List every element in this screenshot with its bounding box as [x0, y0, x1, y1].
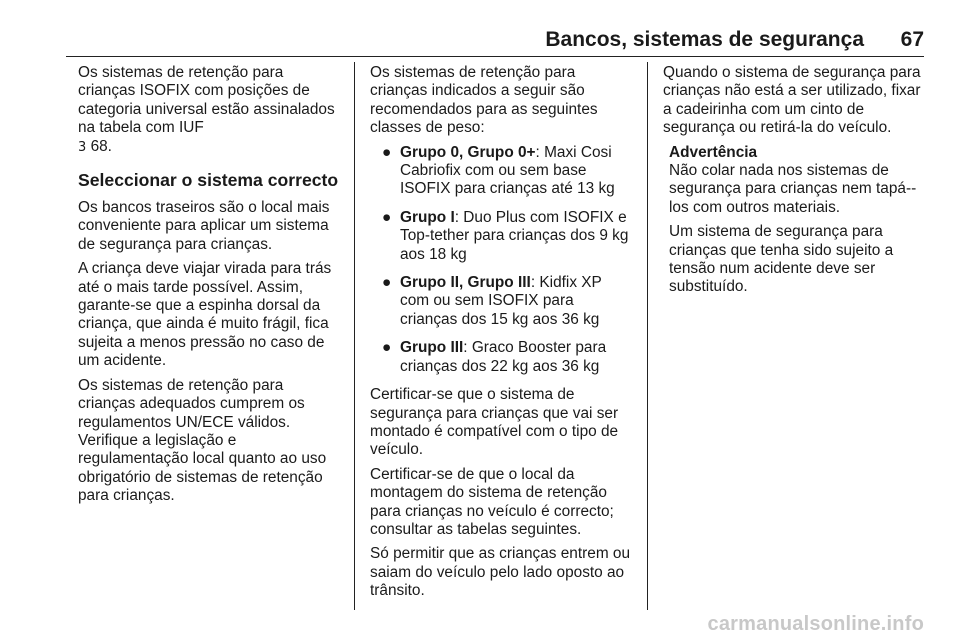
item-text: : Graco Booster para crianças dos 22 kg aos 36 kg — [400, 339, 607, 375]
watermark: carmanualsonline.info — [707, 613, 924, 635]
item-text: : Duo Plus com ISOFIX e Top-tether para crianças dos 9 kg aos 18 kg — [400, 208, 629, 263]
list-item — [370, 209, 634, 264]
page-number: 67 — [900, 28, 924, 51]
paragraph-traffic-side: Só permitir que as crianças entrem ou saiam do veículo pelo lado oposto ao trânsito. — [370, 545, 631, 600]
warning-title: Advertência — [669, 143, 758, 161]
list-item — [370, 274, 634, 329]
paragraph-compatibility: Certificar-se que o sistema de segurança para crianças que vai ser montado é compatível com o tipo de veículo. — [370, 386, 619, 459]
list-item — [370, 144, 634, 199]
warning-box — [663, 144, 925, 297]
item-label: Grupo III — [400, 339, 464, 357]
section-heading: Seleccionar o sistema correcto — [78, 170, 339, 191]
bullet-icon: ● — [382, 143, 392, 161]
list-item — [370, 339, 634, 376]
column-divider-2 — [647, 62, 648, 610]
header-divider — [66, 56, 924, 57]
bullet-icon: ● — [382, 274, 392, 292]
paragraph-intro: Os sistemas de retenção para crianças indicados a seguir são recomendados para as seguintes classes de peso: — [370, 64, 598, 137]
page-header — [66, 26, 924, 56]
warning-text-1: Não colar nada nos sistemas de segurança para crianças nem tapá--los com outros materiais. — [669, 162, 917, 216]
item-label: Grupo I — [400, 208, 455, 226]
paragraph-rear-seats: Os bancos traseiros são o local mais conveniente para aplicar um sistema de segurança para crianças. — [78, 199, 330, 253]
isofix-paragraph: Os sistemas de retenção para crianças ISOFIX com posições de categoria universal estão assinalados na tabela com IUF 3 68. — [78, 64, 335, 155]
page-title: Bancos, sistemas de segurança — [545, 28, 864, 51]
column-2 — [370, 64, 634, 607]
paragraph-mount-location: Certificar-se de que o local da montagem do sistema de retenção para crianças no veículo é correcto; consultar as tabelas seguintes. — [370, 465, 614, 538]
column-1 — [78, 64, 340, 512]
item-text: : Kidfix XP com ou sem ISOFIX para crianças dos 15 kg aos 36 kg — [400, 274, 602, 328]
paragraph-unused-seat: Quando o sistema de segurança para crianças não está a ser utilizado, fixar a cadeirinha com um cinto de segurança ou retirá-la do veículo. — [663, 64, 921, 137]
item-label: Grupo 0, Grupo 0+ — [400, 143, 536, 161]
weight-class-list — [370, 144, 634, 376]
column-divider-1 — [354, 62, 355, 610]
bullet-icon: ● — [382, 208, 392, 226]
page-ref-link[interactable]: 68. — [90, 137, 112, 155]
item-label: Grupo II, Grupo III — [400, 274, 531, 292]
page-ref-arrow-icon: 3 — [78, 139, 87, 155]
paragraph-rear-facing: A criança deve viajar virada para trás até o mais tarde possível. Assim, garante-se que a espinha dorsal da criança, que ainda é muito frágil, fica sujeita a menos pressão no caso de um acidente. — [78, 260, 332, 370]
paragraph-regulations: Os sistemas de retenção para crianças adequados cumprem os regulamentos UN/ECE válidos. Verifique a legislação e regulamentação local quanto ao uso obrigatório de sistemas de retenção para crianças. — [78, 376, 327, 505]
warning-text-2: Um sistema de segurança para crianças que tenha sido sujeito a tensão num acidente deve ser substituído. — [669, 223, 894, 296]
bullet-icon: ● — [382, 339, 392, 357]
item-text: : Maxi Cosi Cabriofix com ou sem base ISOFIX para crianças até 13 kg — [400, 143, 615, 198]
column-3 — [663, 64, 925, 303]
